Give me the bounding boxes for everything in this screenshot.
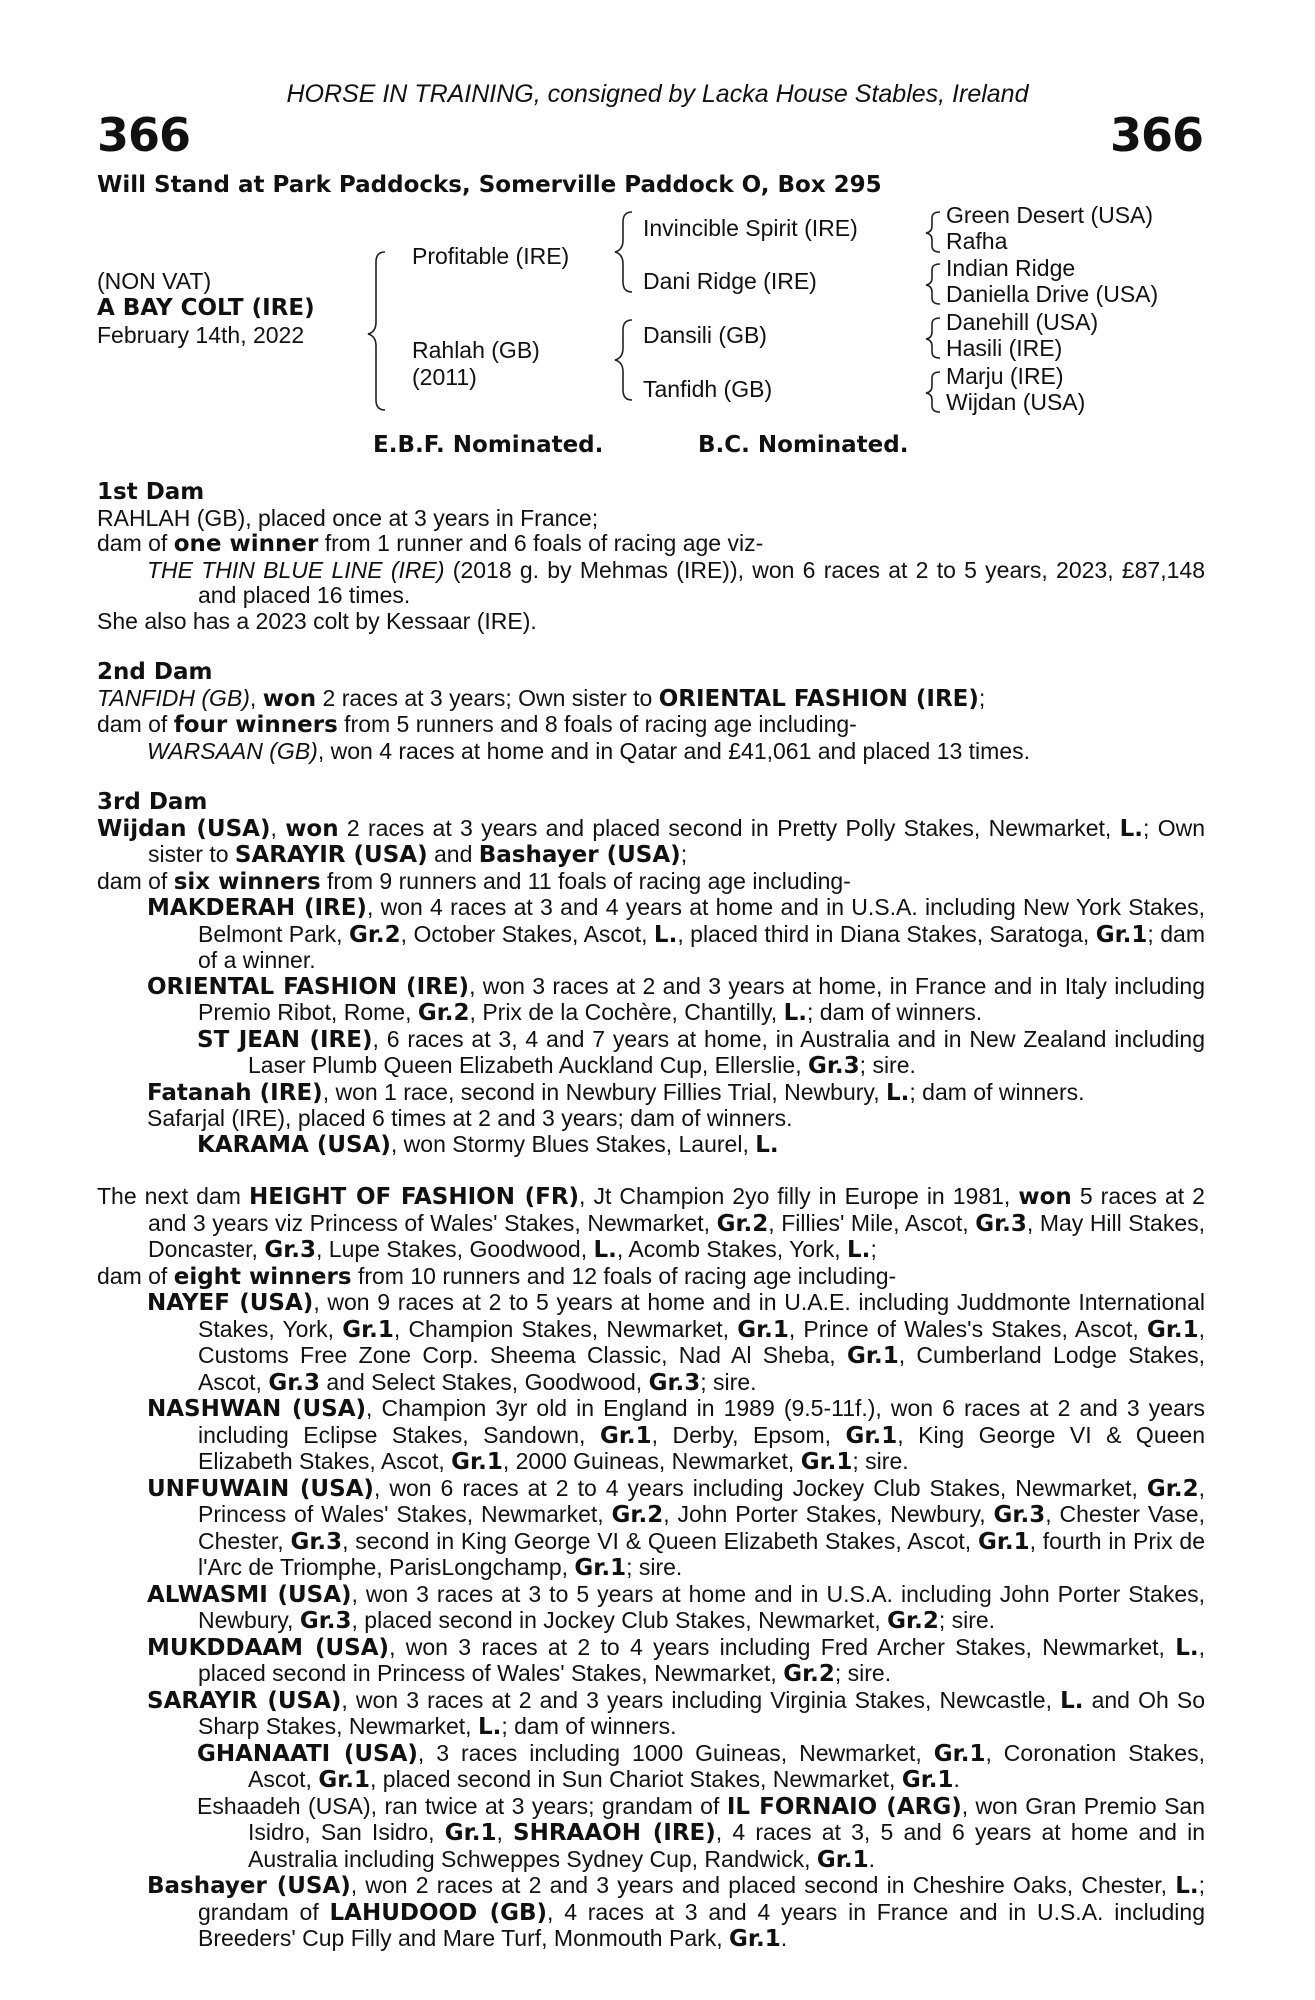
sire-sire: Invincible Spirit (IRE) (643, 215, 858, 241)
ancestor-1: Green Desert (USA) (946, 202, 1154, 228)
ancestor-3: Indian Ridge (946, 255, 1076, 281)
first-dam-heading: 1st Dam (97, 479, 205, 505)
progeny-entry: Bashayer (USA), won 2 races at 2 and 3 years and placed second in Cheshire Oaks, Chester, L.; grandam of LAHUDOOD (GB), 4 races at 3 and 4 years in France and in U.S.A. including Breeders' Cup Filly and Mare Turf, Monmouth Park, Gr.1. (147, 1872, 1205, 1952)
ancestor-8: Wijdan (USA) (946, 389, 1086, 415)
dam-dam: Tanfidh (GB) (643, 376, 773, 402)
ebf-nominated: E.B.F. Nominated. (373, 432, 604, 458)
first-dam-record: dam of one winner from 1 runner and 6 foals of racing age viz- (97, 530, 764, 557)
progeny-entry: KARAMA (USA), won Stormy Blues Stakes, Laurel, L. (197, 1130, 779, 1158)
progeny-entry: MAKDERAH (IRE), won 4 races at 3 and 4 years at home and in U.S.A. including New York Stakes, Belmont Park, Gr.2, October Stakes, Ascot, L., placed third in Diana Stakes, Saratoga, Gr.1; dam of a winner. (147, 894, 1205, 973)
horse-name: A BAY COLT (IRE) (97, 295, 315, 321)
dam-year: (2011) (412, 364, 477, 390)
progeny-entry: Safarjal (IRE), placed 6 times at 2 and 3 years; dam of winners. (147, 1105, 793, 1131)
next-dam-line: The next dam HEIGHT OF FASHION (FR), Jt Champion 2yo filly in Europe in 1981, won 5 races at 2 and 3 years viz Princess of Wales' Stakes, Newmarket, Gr.2, Fillies' Mile, Ascot, Gr.3, May Hill Stakes, Doncaster, Gr.3, Lupe Stakes, Goodwood, L., Acomb Stakes, York, L.; (97, 1183, 1206, 1263)
ancestor-6: Hasili (IRE) (946, 335, 1063, 361)
second-dam-line: TANFIDH (GB), won 2 races at 3 years; Own sister to ORIENTAL FASHION (IRE); (97, 684, 986, 712)
bc-nominated: B.C. Nominated. (698, 432, 909, 458)
pedigree-page-body (97, 480, 1205, 1953)
progeny-entry: Fatanah (IRE), won 1 race, second in Newbury Fillies Trial, Newbury, L.; dam of winners. (147, 1078, 1085, 1106)
first-dam-note: She also has a 2023 colt by Kessaar (IRE). (97, 607, 537, 634)
progeny-entry: GHANAATI (USA), 3 races including 1000 Guineas, Newmarket, Gr.1, Coronation Stakes, Ascot, Gr.1, placed second in Sun Chariot Stakes, Newmarket, Gr.1. (197, 1739, 1205, 1793)
sire-dam: Dani Ridge (IRE) (643, 268, 817, 294)
progeny-entry: ALWASMI (USA), won 3 races at 3 to 5 years at home and in U.S.A. including John Porter Stakes, Newbury, Gr.3, placed second in Jockey Club Stakes, Newmarket, Gr.2; sire. (147, 1580, 1205, 1634)
stand-location: Will Stand at Park Paddocks, Somerville Paddock O, Box 295 (97, 172, 882, 198)
third-dam-line: Wijdan (USA), won 2 races at 3 years and placed second in Pretty Polly Stakes, Newmarket, L.; Own sister to SARAYIR (USA) and Bashayer (USA); (97, 814, 1206, 868)
sire-name: Profitable (IRE) (412, 243, 570, 269)
ancestor-7: Marju (IRE) (946, 363, 1064, 389)
lot-number-right: 366 (1109, 108, 1203, 162)
dam-name: Rahlah (GB) (412, 337, 540, 363)
ancestor-4: Daniella Drive (USA) (946, 281, 1159, 307)
next-dam-record: dam of eight winners from 10 runners and 12 foals of racing age including- (97, 1262, 897, 1290)
ancestor-2: Rafha (946, 228, 1008, 254)
progeny-entry: THE THIN BLUE LINE (IRE) (2018 g. by Mehmas (IRE)), won 6 races at 2 to 5 years, 2023, £87,148 and placed 16 times. (147, 556, 1205, 608)
third-dam-record: dam of six winners from 9 runners and 11 foals of racing age including- (97, 867, 851, 895)
progeny-entry: MUKDDAAM (USA), won 3 races at 2 to 4 years including Fred Archer Stakes, Newmarket, L., placed second in Princess of Wales' Stakes, Newmarket, Gr.2; sire. (147, 1633, 1205, 1687)
consignment-heading: HORSE IN TRAINING, consigned by Lacka House Stables, Ireland (286, 80, 1029, 108)
progeny-entry: UNFUWAIN (USA), won 6 races at 2 to 4 years including Jockey Club Stakes, Newmarket, Gr.2, Princess of Wales' Stakes, Newmarket, Gr.2, John Porter Stakes, Newbury, Gr.3, Chester Vase, Chester, Gr.3, second in King George VI & Queen Elizabeth Stakes, Ascot, Gr.1, fourth in Prix de l'Arc de Triomphe, ParisLongchamp, Gr.1; sire. (147, 1474, 1206, 1581)
second-dam-record: dam of four winners from 5 runners and 8 foals of racing age including- (97, 711, 857, 738)
progeny-entry: WARSAAN (GB), won 4 races at home and in Qatar and £41,061 and placed 13 times. (147, 737, 1031, 764)
lot-number-left: 366 (97, 108, 191, 162)
foaling-date: February 14th, 2022 (97, 322, 305, 348)
progeny-entry: NASHWAN (USA), Champion 3yr old in England in 1989 (9.5-11f.), won 6 races at 2 and 3 years including Eclipse Stakes, Sandown, Gr.1, Derby, Epsom, Gr.1, King George VI & Queen Elizabeth Stakes, Ascot, Gr.1, 2000 Guineas, Newmarket, Gr.1; sire. (147, 1395, 1205, 1475)
vat-status: (NON VAT) (97, 268, 212, 294)
third-dam-heading: 3rd Dam (97, 789, 208, 815)
progeny-entry: ORIENTAL FASHION (IRE), won 3 races at 2 and 3 years at home, in France and in Italy including Premio Ribot, Rome, Gr.2, Prix de la Cochère, Chantilly, L.; dam of winners. (147, 972, 1205, 1026)
progeny-entry: NAYEF (USA), won 9 races at 2 to 5 years at home and in U.A.E. including Juddmonte International Stakes, York, Gr.1, Champion Stakes, Newmarket, Gr.1, Prince of Wales's Stakes, Ascot, Gr.1, Customs Free Zone Corp. Sheema Classic, Nad Al Sheba, Gr.1, Cumberland Lodge Stakes, Ascot, Gr.3 and Select Stakes, Goodwood, Gr.3; sire. (147, 1289, 1206, 1396)
progeny-entry: SARAYIR (USA), won 3 races at 2 and 3 years including Virginia Stakes, Newcastle, L. and Oh So Sharp Stakes, Newmarket, L.; dam of winners. (147, 1686, 1205, 1740)
progeny-entry: ST JEAN (IRE), 6 races at 3, 4 and 7 years at home, in Australia and in New Zealand including Laser Plumb Queen Elizabeth Auckland Cup, Ellerslie, Gr.3; sire. (197, 1025, 1205, 1079)
dam-sire: Dansili (GB) (643, 322, 767, 348)
progeny-entry: Eshaadeh (USA), ran twice at 3 years; grandam of IL FORNAIO (ARG), won Gran Premio San Isidro, San Isidro, Gr.1, SHRAAOH (IRE), 4 races at 3, 5 and 6 years at home and in Australia including Schweppes Sydney Cup, Randwick, Gr.1. (197, 1792, 1205, 1873)
ancestor-5: Danehill (USA) (946, 309, 1099, 335)
second-dam-heading: 2nd Dam (97, 659, 213, 685)
first-dam-line: RAHLAH (GB), placed once at 3 years in France; (97, 504, 599, 531)
